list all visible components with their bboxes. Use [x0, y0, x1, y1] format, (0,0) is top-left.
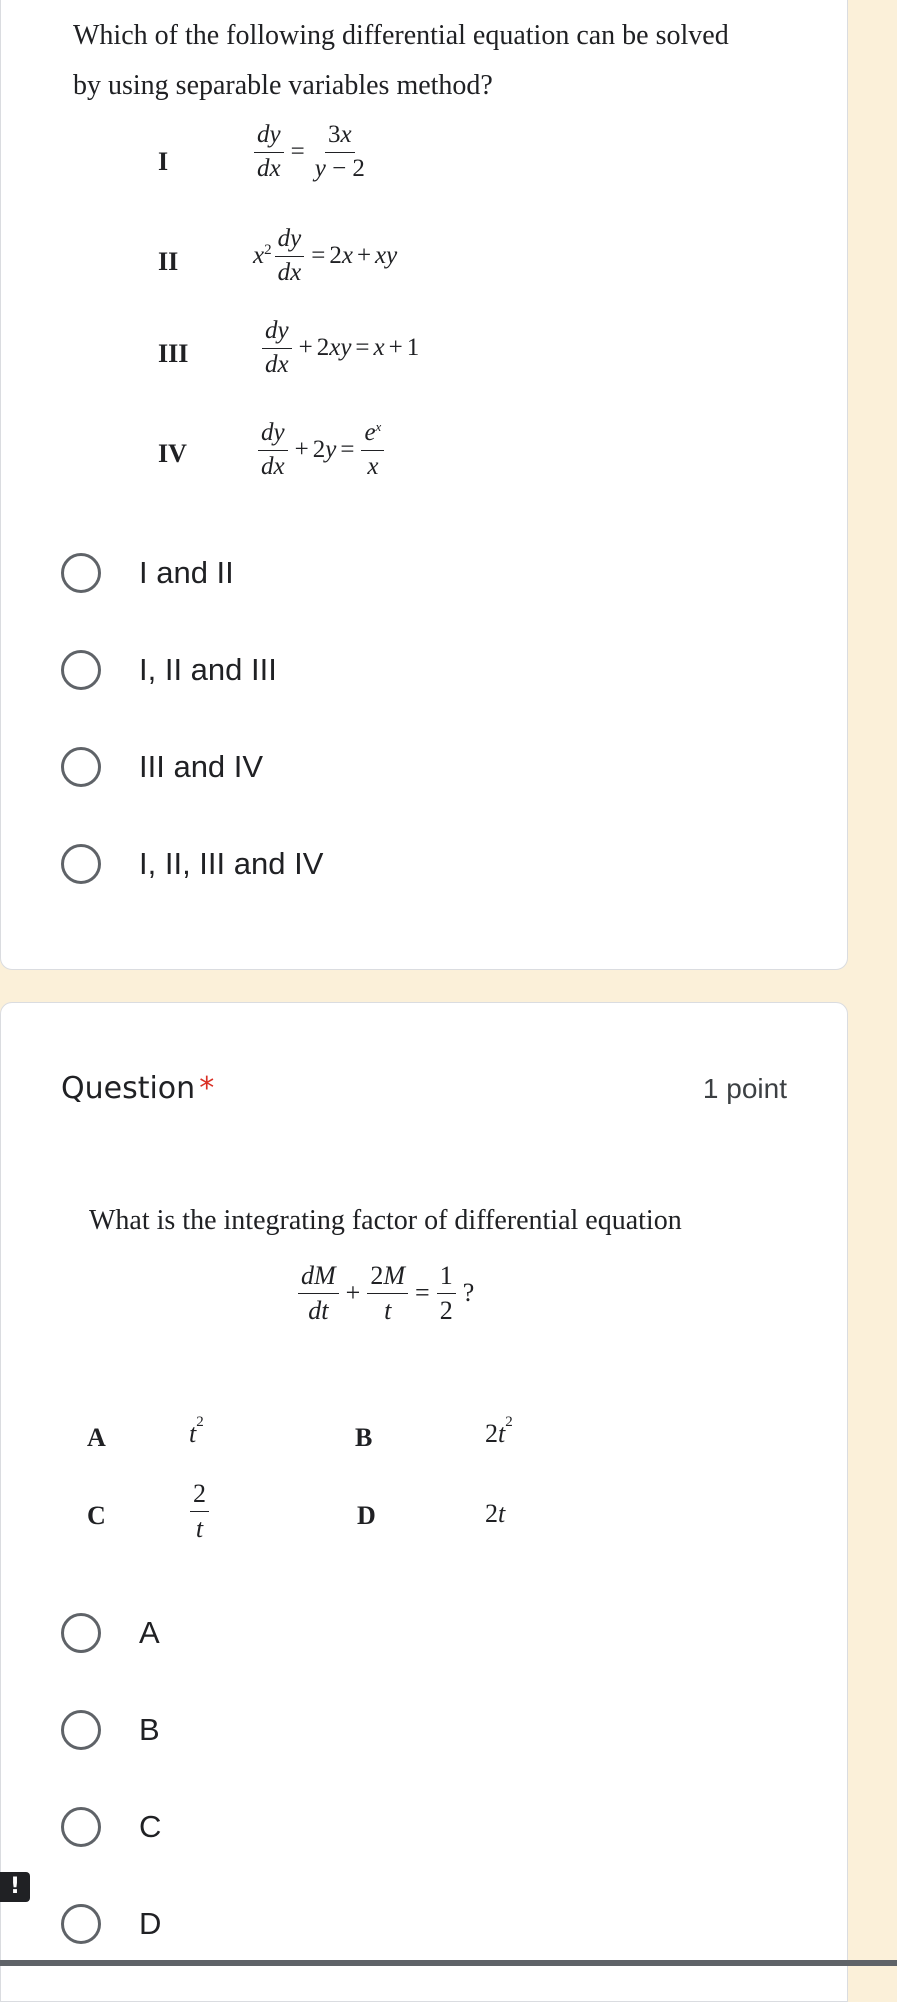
option-i-and-ii[interactable] — [61, 548, 234, 598]
option-i-ii-and-iii[interactable] — [61, 645, 277, 695]
equation-label-i: I — [158, 147, 169, 176]
question-card-1 — [0, 0, 848, 970]
option-iii-and-iv[interactable] — [61, 742, 263, 792]
equation-label-iv: IV — [158, 439, 187, 468]
choice-value-b: $2t^2$ — [485, 1414, 513, 1448]
choice-letter-a: A — [87, 1423, 106, 1452]
question-text: What is the integrating factor of differential equation — [89, 1205, 682, 1236]
equation-label-ii: II — [158, 247, 179, 276]
question-text-line-1: Which of the following differential equation can be solved — [73, 20, 729, 51]
equation-i: $\frac{dy}{dx}$ = $\frac{3x}{y - 2}$ — [251, 121, 371, 184]
option-i-ii-iii-and-iv[interactable] — [61, 839, 323, 889]
choice-value-d: 2t — [485, 1499, 506, 1528]
equation-ii: x 2 $\frac{dy}{dx}$ = 2 x + xy — [253, 225, 398, 286]
equation-iv: $\frac{dy}{dx}$ + 2 y = $\frac{e^x}{x}$ — [255, 419, 387, 482]
question-card-2 — [0, 1002, 848, 2002]
equation-label-iii: III — [158, 339, 189, 368]
radio-unselected-icon[interactable] — [61, 1613, 101, 1653]
option-label: D — [139, 1906, 162, 1941]
option-label: A — [139, 1615, 160, 1650]
option-b[interactable] — [61, 1705, 160, 1755]
option-label: III and IV — [139, 749, 264, 784]
option-label: I, II and III — [139, 652, 277, 687]
option-label: I and II — [139, 555, 234, 590]
option-label: C — [139, 1809, 162, 1844]
radio-unselected-icon[interactable] — [61, 844, 101, 884]
question-title — [61, 1071, 214, 1106]
bottom-edge-bar — [0, 1960, 897, 1966]
choice-value-a: $t^2$ — [189, 1414, 204, 1448]
option-label: I, II, III and IV — [139, 846, 324, 881]
option-c[interactable] — [61, 1802, 161, 1852]
exclamation-icon[interactable]: ! — [0, 1872, 30, 1902]
required-asterisk: * — [199, 1071, 215, 1106]
equation-integrating-factor: $\frac{dM}{dt}$ + $\frac{2M}{t}$ = $\frac{1}{2}$ ? — [295, 1261, 474, 1326]
choice-value-c: $\frac{2}{t}$ — [187, 1479, 212, 1544]
equation-iii: $\frac{dy}{dx}$ + 2 xy = x + 1 — [259, 317, 419, 380]
option-a[interactable] — [61, 1608, 160, 1658]
question-points: 1 point — [702, 1073, 787, 1104]
option-d[interactable] — [61, 1899, 161, 1949]
radio-unselected-icon[interactable] — [61, 650, 101, 690]
question-title-text: Question — [61, 1071, 196, 1106]
option-label: B — [139, 1712, 160, 1747]
choice-letter-d: D — [357, 1501, 376, 1530]
radio-unselected-icon[interactable] — [61, 1807, 101, 1847]
choice-letter-c: C — [87, 1501, 106, 1530]
question-text-line-2: by using separable variables method? — [73, 70, 493, 101]
radio-unselected-icon[interactable] — [61, 553, 101, 593]
radio-unselected-icon[interactable] — [61, 747, 101, 787]
choice-letter-b: B — [355, 1423, 373, 1452]
radio-unselected-icon[interactable] — [61, 1710, 101, 1750]
radio-unselected-icon[interactable] — [61, 1904, 101, 1944]
